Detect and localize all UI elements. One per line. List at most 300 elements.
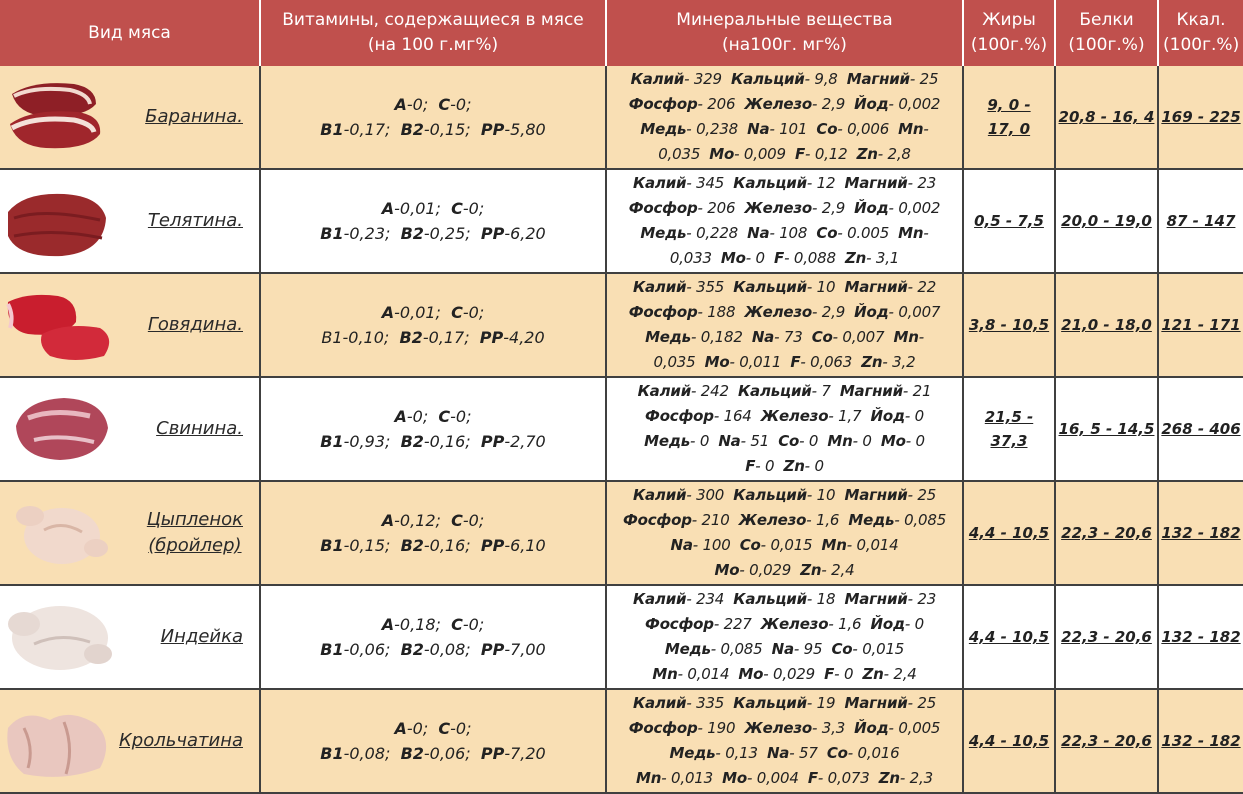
protein-value[interactable]: 22,3 - 20,6 <box>1061 628 1152 646</box>
minerals-line <box>607 171 962 196</box>
minerals-symbol: Со <box>739 536 761 554</box>
minerals-cell <box>606 377 963 481</box>
minerals-value: - 355 <box>686 278 734 296</box>
vitamins-cell <box>260 689 606 793</box>
minerals-value: - 51 <box>740 432 779 450</box>
minerals-line <box>607 508 962 533</box>
minerals-value: - 95 <box>793 640 832 658</box>
vitamins-value: В1-0,10; <box>321 328 400 347</box>
vitamins-symbol: РР <box>480 224 505 243</box>
minerals-value: - 19 <box>806 694 845 712</box>
minerals-value: - 0 <box>804 457 824 475</box>
minerals-symbol: Zn <box>856 145 878 163</box>
vitamins-symbol: А <box>394 407 407 426</box>
beef-meat-icon <box>4 282 116 366</box>
minerals-symbol: Zn <box>862 665 884 683</box>
minerals-symbol: F <box>824 665 835 683</box>
minerals-symbol: Калий <box>632 486 687 504</box>
vitamins-symbol: С <box>451 511 463 530</box>
minerals-symbol: Со <box>816 120 838 138</box>
protein-cell <box>1055 377 1158 481</box>
protein-value[interactable]: 20,0 - 19,0 <box>1061 212 1152 230</box>
vitamins-line <box>261 429 605 454</box>
minerals-value: - 0,007 <box>832 328 894 346</box>
minerals-value: - 0,015 <box>760 536 822 554</box>
meat-name[interactable]: Говядина. <box>147 314 243 335</box>
header-row <box>0 0 1243 66</box>
minerals-value: - 0,006 <box>837 120 899 138</box>
vitamins-value: -0,93; <box>343 432 401 451</box>
vitamins-symbol: С <box>438 95 451 114</box>
minerals-symbol: Медь <box>645 328 691 346</box>
minerals-value: - 206 <box>697 199 745 217</box>
minerals-symbol: Йод <box>854 199 889 217</box>
protein-value[interactable]: 22,3 - 20,6 <box>1061 524 1152 542</box>
minerals-symbol: Магний <box>844 694 908 712</box>
vitamins-symbol: С <box>451 199 463 218</box>
minerals-symbol: Йод <box>854 95 889 113</box>
vitamins-value: -2,70 <box>504 432 546 451</box>
minerals-value: - 3,2 <box>882 353 916 371</box>
vitamins-value: -7,20 <box>504 744 546 763</box>
protein-value[interactable]: 22,3 - 20,6 <box>1061 732 1152 750</box>
minerals-symbol: Железо <box>744 719 812 737</box>
vitamins-value: -0; <box>462 511 485 530</box>
minerals-value: - 1,6 <box>806 511 849 529</box>
minerals-symbol: Йод <box>870 615 905 633</box>
minerals-symbol: Медь <box>640 224 687 242</box>
minerals-symbol: Zn <box>783 457 805 475</box>
protein-value[interactable]: 21,0 - 18,0 <box>1061 316 1152 334</box>
minerals-value: - <box>923 224 929 242</box>
minerals-value: - 23 <box>907 174 937 192</box>
vitamins-symbol: А <box>394 719 407 738</box>
minerals-value: - 0 <box>834 665 863 683</box>
minerals-value: - 2,4 <box>821 561 855 579</box>
minerals-line <box>607 117 962 142</box>
minerals-line <box>607 483 962 508</box>
minerals-line <box>607 142 962 167</box>
minerals-value: - 2,8 <box>877 145 911 163</box>
table-row <box>0 66 1243 169</box>
vitamins-value: -0,12; <box>394 511 452 530</box>
pork-meat-icon <box>4 386 116 470</box>
minerals-value: - 12 <box>806 174 845 192</box>
vitamins-symbol: В1 <box>320 120 344 139</box>
minerals-value: - 22 <box>907 278 937 296</box>
minerals-value: - 0,015 <box>852 640 905 658</box>
minerals-cell <box>606 689 963 793</box>
minerals-value: - 0,013 <box>661 769 723 787</box>
fat-cell <box>963 585 1055 689</box>
minerals-symbol: Mn <box>652 665 678 683</box>
fat-value[interactable]: 3,8 - 10,5 <box>968 316 1050 334</box>
minerals-symbol: Mn <box>636 769 662 787</box>
minerals-value: - 210 <box>691 511 739 529</box>
minerals-value: - 100 <box>692 536 740 554</box>
fat-value[interactable]: 4,4 - 10,5 <box>968 628 1050 646</box>
minerals-value: - 7 <box>811 382 840 400</box>
minerals-value: - 0,029 <box>739 561 801 579</box>
minerals-symbol: Zn <box>844 249 867 267</box>
minerals-value: - 0,005 <box>888 719 941 737</box>
minerals-symbol: Mn <box>898 224 924 242</box>
minerals-symbol: Na <box>747 224 770 242</box>
minerals-symbol: Магний <box>844 486 908 504</box>
vitamins-line <box>261 92 605 117</box>
minerals-line <box>607 221 962 246</box>
vitamins-value: -0,08; <box>423 640 481 659</box>
minerals-value: - 10 <box>806 486 845 504</box>
minerals-line <box>607 300 962 325</box>
fat-value[interactable]: 4,4 - 10,5 <box>968 524 1050 542</box>
vitamins-symbol: РР <box>480 120 505 139</box>
minerals-symbol: Мо <box>880 432 906 450</box>
lamb-meat-icon <box>4 74 116 158</box>
vitamins-value: -0,16; <box>423 536 481 555</box>
kcal-cell <box>1158 689 1243 793</box>
minerals-cell <box>606 273 963 377</box>
vitamins-symbol: В1 <box>320 432 344 451</box>
minerals-value: - 0,002 <box>888 199 941 217</box>
minerals-value: - 329 <box>684 70 732 88</box>
kcal-cell <box>1158 169 1243 273</box>
minerals-value: - 0,002 <box>888 95 941 113</box>
meat-name[interactable]: Крольчатина <box>119 730 243 751</box>
minerals-symbol: Кальций <box>733 278 807 296</box>
meat-type-cell <box>0 377 260 481</box>
minerals-symbol: Фосфор <box>628 199 698 217</box>
vitamins-value: -0,17; <box>422 328 480 347</box>
minerals-symbol: Калий <box>632 694 687 712</box>
minerals-symbol: Фосфор <box>645 615 714 633</box>
minerals-value: - 190 <box>697 719 745 737</box>
header-protein: Белки (100г.%) <box>1055 0 1158 66</box>
minerals-symbol: Кальций <box>733 174 807 192</box>
table-row <box>0 377 1243 481</box>
minerals-value: - 0,009 <box>734 145 795 163</box>
minerals-value: - 21 <box>902 382 932 400</box>
minerals-symbol: Медь <box>848 511 895 529</box>
minerals-symbol: Фосфор <box>628 303 698 321</box>
protein-value[interactable]: 20,8 - 16, 4 <box>1058 108 1155 126</box>
meat-name[interactable] <box>147 507 243 559</box>
table-row <box>0 585 1243 689</box>
minerals-symbol: Кальций <box>733 486 807 504</box>
minerals-value: - 206 <box>697 95 745 113</box>
minerals-symbol: Кальций <box>733 590 807 608</box>
kcal-value[interactable]: 132 - 182 <box>1161 524 1241 542</box>
vitamins-symbol: РР <box>480 640 505 659</box>
minerals-symbol: Железо <box>760 407 829 425</box>
minerals-value: - 0 <box>745 249 775 267</box>
vitamins-symbol: С <box>438 719 451 738</box>
vitamins-value: -4,20 <box>503 328 545 347</box>
fat-value[interactable]: 0,5 - 7,5 <box>974 212 1044 230</box>
vitamins-value: -6,10 <box>504 536 546 555</box>
minerals-symbol: F <box>790 353 801 371</box>
vitamins-symbol: В2 <box>400 536 424 555</box>
kcal-value[interactable]: 132 - 182 <box>1161 628 1241 646</box>
minerals-symbol: Фосфор <box>645 407 714 425</box>
minerals-symbol: Калий <box>632 174 687 192</box>
minerals-symbol: Магний <box>846 70 910 88</box>
vitamins-line <box>261 637 605 662</box>
minerals-symbol: Zn <box>878 769 900 787</box>
minerals-value: - 0,016 <box>847 744 900 762</box>
minerals-value: - 164 <box>713 407 761 425</box>
vitamins-cell <box>260 273 606 377</box>
minerals-value: - 0,088 <box>784 249 845 267</box>
vitamins-value: -0,06; <box>423 744 481 763</box>
protein-cell <box>1055 66 1158 169</box>
vitamins-line <box>261 508 605 533</box>
minerals-symbol: F <box>807 769 818 787</box>
minerals-value: - 2,9 <box>812 199 855 217</box>
minerals-symbol: Калий <box>630 70 685 88</box>
minerals-value: - 0,004 <box>746 769 808 787</box>
minerals-symbol: Na <box>670 536 693 554</box>
minerals-symbol: Na <box>771 640 794 658</box>
meat-type-cell <box>0 689 260 793</box>
minerals-line <box>607 350 962 375</box>
minerals-symbol: Магний <box>844 278 908 296</box>
minerals-value: - 0,073 <box>817 769 879 787</box>
minerals-value: - 0,13 <box>715 744 767 762</box>
minerals-value: - 2,4 <box>883 665 917 683</box>
vitamins-symbol: А <box>381 303 395 322</box>
vitamins-symbol: С <box>438 407 451 426</box>
minerals-value: - 0,238 <box>686 120 748 138</box>
vitamins-symbol: А <box>381 199 395 218</box>
minerals-line <box>607 379 962 404</box>
minerals-value: - 0,228 <box>686 224 748 242</box>
vitamins-symbol: В2 <box>400 744 424 763</box>
vitamins-symbol: А <box>394 95 407 114</box>
minerals-symbol: F <box>745 457 756 475</box>
vitamins-value: -0,06; <box>343 640 401 659</box>
vitamins-symbol: В2 <box>399 328 423 347</box>
minerals-symbol: Йод <box>854 719 889 737</box>
minerals-value: - 345 <box>686 174 734 192</box>
minerals-value: - 18 <box>806 590 845 608</box>
minerals-value: - 234 <box>686 590 734 608</box>
minerals-symbol: Мо <box>720 249 746 267</box>
meat-name-line: (бройлер) <box>148 535 242 556</box>
minerals-symbol: Mn <box>821 536 847 554</box>
vitamins-value: -0; <box>406 407 439 426</box>
minerals-value: - 25 <box>909 70 939 88</box>
header-vitamins: Витамины, содержащиеся в мясе (на 100 г.мг%) <box>260 0 606 66</box>
minerals-line <box>607 196 962 221</box>
vitamins-symbol: С <box>451 303 463 322</box>
vitamins-symbol: РР <box>479 328 504 347</box>
minerals-symbol: Мо <box>709 145 735 163</box>
minerals-value: - 0 <box>755 457 784 475</box>
minerals-symbol: Na <box>718 432 741 450</box>
vitamins-symbol: В2 <box>400 432 424 451</box>
vitamins-value: -0; <box>450 95 472 114</box>
veal-meat-icon <box>4 178 116 262</box>
kcal-cell <box>1158 481 1243 585</box>
vitamins-value: -0,15; <box>343 536 401 555</box>
meat-type-cell <box>0 273 260 377</box>
meat-name[interactable]: Баранина. <box>145 106 243 127</box>
minerals-symbol: Со <box>831 640 853 658</box>
minerals-symbol: Калий <box>637 382 692 400</box>
minerals-value: 0,035 <box>658 145 710 163</box>
minerals-symbol: Zn <box>800 561 822 579</box>
kcal-cell <box>1158 585 1243 689</box>
protein-value[interactable]: 16, 5 - 14,5 <box>1058 420 1155 438</box>
minerals-value: - 10 <box>806 278 845 296</box>
minerals-value: - 0,007 <box>888 303 941 321</box>
minerals-symbol: Кальций <box>733 694 807 712</box>
vitamins-symbol: А <box>381 615 395 634</box>
vitamins-cell <box>260 169 606 273</box>
minerals-line <box>607 533 962 558</box>
vitamins-value: -0; <box>406 95 439 114</box>
meat-name-line: Цыпленок <box>146 509 243 530</box>
vitamins-value: -0,17; <box>343 120 401 139</box>
kcal-cell <box>1158 377 1243 481</box>
minerals-value: - 0,085 <box>894 511 947 529</box>
header-fat: Жиры (100г.%) <box>963 0 1055 66</box>
vitamins-symbol: В2 <box>400 224 424 243</box>
turkey-carcass-icon <box>4 594 116 678</box>
minerals-value: - 0,014 <box>677 665 739 683</box>
minerals-symbol: Фосфор <box>628 95 698 113</box>
minerals-symbol: Фосфор <box>622 511 692 529</box>
minerals-value: - 0 <box>852 432 881 450</box>
minerals-value: - 0,12 <box>805 145 857 163</box>
minerals-line <box>607 741 962 766</box>
table-row <box>0 481 1243 585</box>
table-row <box>0 689 1243 793</box>
vitamins-symbol: С <box>451 615 463 634</box>
minerals-value: - 2,9 <box>812 303 855 321</box>
vitamins-value: -0,01; <box>394 303 452 322</box>
meat-name[interactable]: Свинина. <box>156 418 243 439</box>
kcal-value[interactable]: 87 - 147 <box>1166 212 1236 230</box>
vitamins-value: -6,20 <box>504 224 546 243</box>
minerals-value: - 0,011 <box>729 353 791 371</box>
header-kcal: Ккал. (100г.%) <box>1158 0 1243 66</box>
minerals-symbol: Железо <box>744 303 812 321</box>
vitamins-value: -0; <box>450 407 472 426</box>
minerals-symbol: Магний <box>844 590 908 608</box>
minerals-cell <box>606 169 963 273</box>
minerals-symbol: Железо <box>738 511 807 529</box>
minerals-symbol: Магний <box>844 174 908 192</box>
kcal-cell <box>1158 273 1243 377</box>
minerals-symbol: Железо <box>760 615 829 633</box>
minerals-value: - 2,9 <box>812 95 855 113</box>
minerals-value: - 3,1 <box>866 249 900 267</box>
minerals-value: - 25 <box>907 486 937 504</box>
vitamins-value: -0; <box>450 719 472 738</box>
vitamins-symbol: В1 <box>320 536 344 555</box>
minerals-value: - <box>923 120 929 138</box>
header-meat-type: Вид мяса <box>0 0 260 66</box>
vitamins-symbol: В2 <box>400 120 424 139</box>
minerals-value: - 3,3 <box>812 719 855 737</box>
kcal-value[interactable]: 121 - 171 <box>1161 316 1241 334</box>
minerals-value: - 9,8 <box>804 70 847 88</box>
minerals-cell <box>606 66 963 169</box>
table-row <box>0 273 1243 377</box>
minerals-symbol: Mn <box>898 120 924 138</box>
minerals-value: - 2,3 <box>899 769 933 787</box>
minerals-line <box>607 92 962 117</box>
protein-cell <box>1055 481 1158 585</box>
vitamins-symbol: В1 <box>320 640 344 659</box>
fat-value[interactable]: 4,4 - 10,5 <box>968 732 1050 750</box>
vitamins-value: -5,80 <box>504 120 546 139</box>
vitamins-line <box>261 325 605 350</box>
minerals-line <box>607 612 962 637</box>
fat-value[interactable]: 9, 0 - 17, 0 <box>987 96 1031 138</box>
vitamins-line <box>261 117 605 142</box>
minerals-line <box>607 587 962 612</box>
minerals-symbol: Mn <box>893 328 919 346</box>
minerals-value: - 108 <box>769 224 817 242</box>
minerals-symbol: Медь <box>669 744 716 762</box>
vitamins-value: -0; <box>462 615 485 634</box>
minerals-symbol: Фосфор <box>628 719 698 737</box>
minerals-line <box>607 662 962 687</box>
meat-name[interactable]: Индейка <box>160 626 243 647</box>
minerals-symbol: F <box>795 145 806 163</box>
kcal-cell <box>1158 66 1243 169</box>
vitamins-value: -0; <box>462 303 485 322</box>
minerals-symbol: Калий <box>632 590 687 608</box>
vitamins-value: -0,08; <box>343 744 401 763</box>
vitamins-line <box>261 612 605 637</box>
minerals-value: - 0,085 <box>710 640 772 658</box>
minerals-line <box>607 429 962 454</box>
minerals-symbol: Кальций <box>737 382 812 400</box>
minerals-symbol: Na <box>751 328 775 346</box>
minerals-symbol: Медь <box>640 120 687 138</box>
vitamins-symbol: А <box>381 511 395 530</box>
minerals-cell <box>606 585 963 689</box>
minerals-value: - 0 <box>799 432 828 450</box>
minerals-value: - 300 <box>686 486 734 504</box>
table-row <box>0 169 1243 273</box>
kcal-value[interactable]: 169 - 225 <box>1161 108 1241 126</box>
minerals-line <box>607 325 962 350</box>
kcal-value[interactable]: 268 - 406 <box>1161 420 1241 438</box>
protein-cell <box>1055 169 1158 273</box>
protein-cell <box>1055 689 1158 793</box>
fat-value[interactable]: 21,5 - 37,3 <box>984 408 1034 450</box>
vitamins-line <box>261 221 605 246</box>
minerals-value: - 73 <box>774 328 812 346</box>
fat-cell <box>963 481 1055 585</box>
vitamins-value: -7,00 <box>504 640 546 659</box>
meat-type-cell <box>0 481 260 585</box>
minerals-line <box>607 404 962 429</box>
meat-name[interactable]: Телятина. <box>147 210 243 231</box>
minerals-value: - <box>918 328 924 346</box>
minerals-symbol: Мо <box>714 561 740 579</box>
meat-type-cell <box>0 585 260 689</box>
vitamins-symbol: В2 <box>400 640 424 659</box>
minerals-symbol: Йод <box>854 303 889 321</box>
minerals-symbol: Железо <box>744 199 812 217</box>
kcal-value[interactable]: 132 - 182 <box>1161 732 1241 750</box>
